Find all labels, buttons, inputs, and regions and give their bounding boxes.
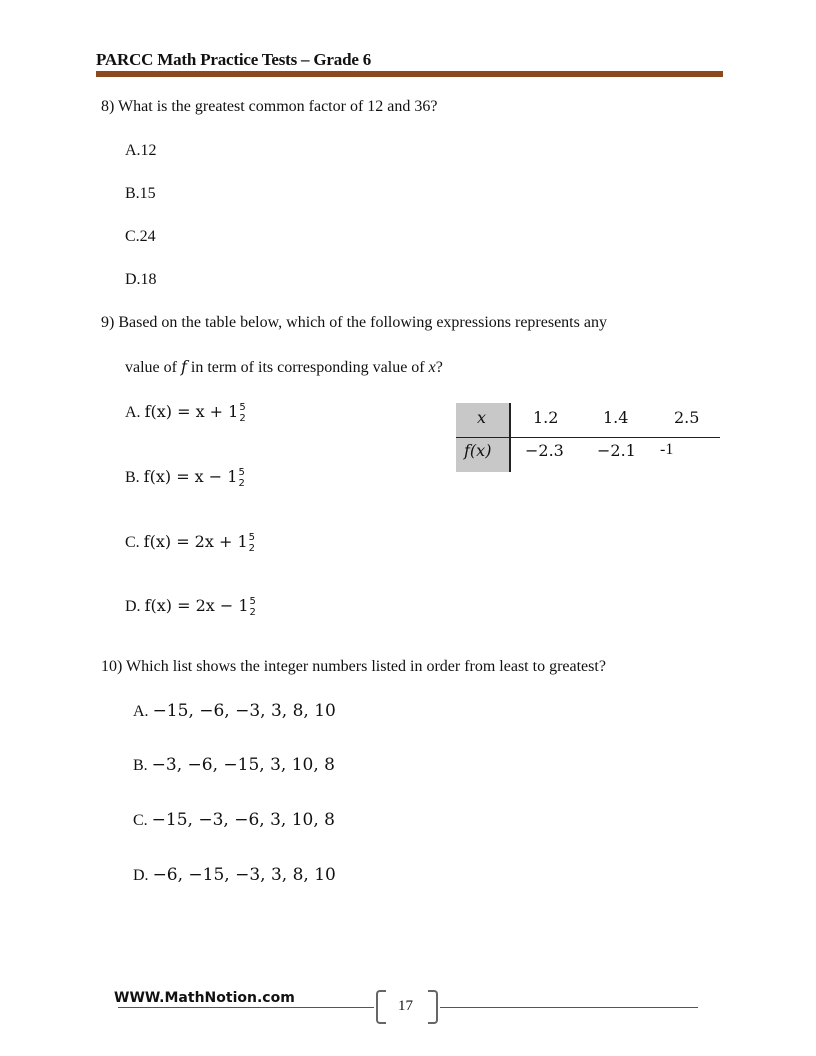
q9-text-c: ? (435, 359, 443, 376)
footer-website: WWW.MathNotion.com (114, 990, 295, 1006)
q10-option-b-label: B. (133, 757, 152, 774)
q10-option-c[interactable] (133, 810, 335, 830)
q9-option-c-num: 5 (248, 532, 256, 544)
q9-var-f: f (180, 357, 187, 376)
question-10-text: 10) Which list shows the integer numbers listed in order from least to greatest? (101, 658, 606, 675)
footer-brace-right (428, 990, 438, 1024)
footer-rule-right (440, 1007, 698, 1008)
q10-option-d[interactable] (133, 865, 336, 885)
table-fx-header: f(x) (464, 441, 492, 460)
table-x-value: 2.5 (674, 408, 700, 427)
table-fx-value: −2.3 (525, 441, 564, 460)
q8-option-b[interactable]: B.15 (125, 185, 156, 202)
q9-option-c-expr: f(x) = 2x + 1 (143, 532, 248, 551)
q9-option-c-fraction (249, 532, 255, 554)
footer-rule-left (118, 1007, 374, 1008)
page-number: 17 (398, 998, 413, 1014)
q9-option-b-label: B. (125, 469, 144, 486)
header-rule (96, 71, 723, 77)
q10-option-b-expr: −3, −6, −15, 3, 10, 8 (151, 755, 335, 775)
q9-option-c-den: 2 (248, 543, 256, 555)
q9-option-a-num: 5 (239, 402, 246, 414)
footer-brace-left (376, 990, 386, 1024)
q9-option-c-label: C. (125, 534, 144, 551)
q9-option-d-num: 5 (249, 596, 256, 608)
q9-text-a: value of (125, 359, 181, 376)
q9-option-b[interactable] (125, 467, 245, 489)
q8-option-c[interactable]: C.24 (125, 228, 156, 245)
q9-option-d-expr: f(x) = 2x − 1 (144, 596, 249, 615)
q10-option-d-expr: −6, −15, −3, 3, 8, 10 (152, 865, 336, 885)
q8-option-d[interactable]: D.18 (125, 271, 157, 288)
q8-option-a[interactable]: A.12 (125, 142, 157, 159)
q9-option-a-fraction (239, 402, 245, 424)
table-x-header: x (477, 408, 487, 427)
q10-option-c-label: C. (133, 812, 152, 829)
q9-option-b-den: 2 (238, 478, 245, 490)
q10-option-d-label: D. (133, 867, 153, 884)
q10-option-a-label: A. (133, 703, 153, 720)
q9-option-b-expr: f(x) = x − 1 (143, 467, 238, 486)
q9-option-a-expr: f(x) = x + 1 (144, 402, 239, 421)
q9-option-a[interactable] (125, 402, 246, 424)
q10-option-b[interactable] (133, 755, 335, 775)
q9-text-b: in term of its corresponding value of (186, 359, 429, 376)
q9-option-d-label: D. (125, 598, 145, 615)
function-table (456, 403, 720, 472)
q9-option-b-fraction (238, 467, 244, 489)
q10-option-a[interactable] (133, 701, 336, 721)
q10-option-c-expr: −15, −3, −6, 3, 10, 8 (151, 810, 335, 830)
q9-option-d-fraction (250, 596, 256, 618)
table-fx-value: −2.1 (597, 441, 636, 460)
q9-var-x: x (428, 359, 436, 376)
page-header-title: PARCC Math Practice Tests – Grade 6 (96, 50, 372, 69)
q10-option-a-expr: −15, −6, −3, 3, 8, 10 (152, 701, 336, 721)
q9-option-c[interactable] (125, 532, 255, 554)
q9-option-d-den: 2 (249, 607, 256, 619)
q9-option-a-label: A. (125, 404, 145, 421)
question-9-line-2 (125, 357, 443, 377)
q9-option-d[interactable] (125, 596, 256, 618)
table-horizontal-rule (456, 437, 720, 438)
q9-option-b-num: 5 (238, 467, 245, 479)
q9-option-a-den: 2 (239, 413, 246, 425)
table-fx-value: -1 (660, 441, 674, 458)
question-9-line-1: 9) Based on the table below, which of the following expressions represents any (101, 314, 607, 331)
table-x-value: 1.4 (603, 408, 629, 427)
table-x-value: 1.2 (533, 408, 559, 427)
question-8-text: 8) What is the greatest common factor of 12 and 36? (101, 98, 438, 115)
